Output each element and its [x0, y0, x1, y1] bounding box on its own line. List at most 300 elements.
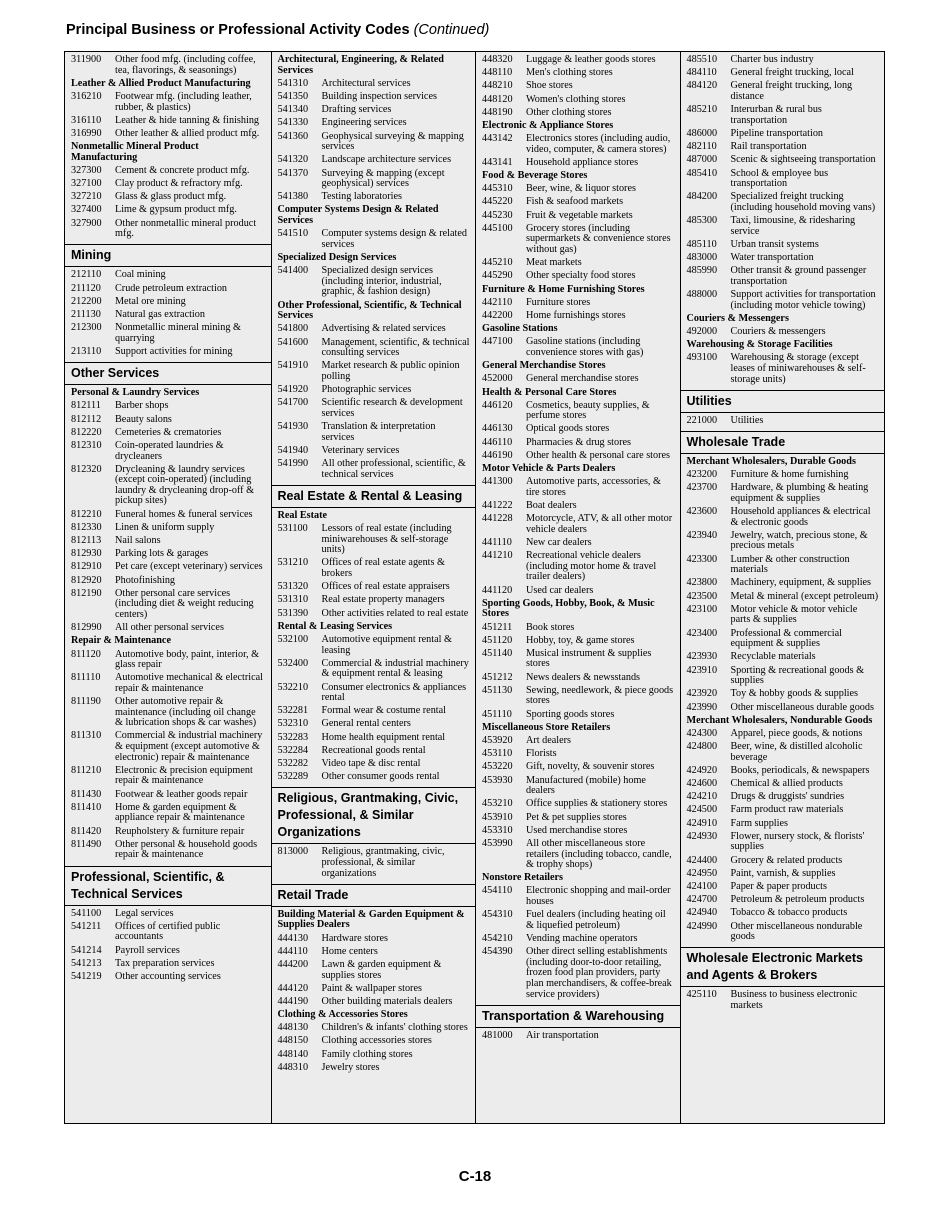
- code-entry: [476, 133, 680, 157]
- activity-description: Footwear mfg. (including leather, rubber, & plastics): [115, 90, 252, 113]
- code-entry: [681, 415, 885, 428]
- activity-description: Art dealers: [526, 735, 571, 746]
- activity-code: 454110: [482, 885, 513, 897]
- activity-code: 448190: [482, 106, 513, 118]
- subsection-heading: Clothing & Accessories Stores: [277, 1009, 408, 1021]
- subsection-heading: General Merchandise Stores: [482, 360, 606, 372]
- activity-description: Home centers: [321, 945, 378, 957]
- activity-description: Home furnishings stores: [526, 309, 626, 321]
- activity-code: 423400: [686, 627, 718, 639]
- section-heading: Professional, Scientific, & Technical Services: [65, 866, 271, 906]
- activity-description: Office supplies & stationery stores: [526, 798, 668, 810]
- code-entry: [476, 373, 680, 386]
- activity-code: 541360: [277, 130, 309, 142]
- activity-description: Clay product & refractory mfg.: [115, 178, 243, 190]
- code-entry: [476, 157, 680, 170]
- code-entry: [681, 506, 885, 530]
- activity-code: 541310: [277, 77, 309, 89]
- page-number: C-18: [458, 1168, 492, 1185]
- code-entry: [681, 665, 885, 689]
- activity-code: 541380: [277, 191, 309, 203]
- code-entry: [476, 80, 680, 93]
- activity-description: Urban transit systems: [730, 238, 819, 250]
- activity-description: Geophysical surveying & mapping services: [321, 130, 464, 153]
- subsection-heading: Motor Vehicle & Parts Dealers: [482, 463, 616, 475]
- code-entry: [272, 397, 476, 421]
- activity-description: General freight trucking, local: [730, 67, 854, 79]
- code-entry: [681, 67, 885, 80]
- subsection-heading: Nonmetallic Mineral Product Manufacturing: [71, 141, 199, 163]
- subsection-heading: Architectural, Engineering, & Related Services: [277, 54, 444, 76]
- activity-code: 212200: [71, 295, 102, 307]
- activity-description: Specialized freight trucking (including household moving vans): [730, 191, 876, 213]
- activity-description: Religious, grantmaking, civic, professional, & similar organizations: [321, 846, 445, 879]
- activity-description: Other personal & household goods repair & maintenance: [115, 838, 258, 861]
- activity-code: 316990: [71, 127, 102, 139]
- code-entry: [681, 191, 885, 215]
- activity-code: 424920: [686, 764, 718, 776]
- activity-code: 327300: [71, 164, 102, 176]
- activity-code: 448140: [277, 1048, 309, 1060]
- code-entry: [65, 464, 271, 509]
- activity-code: 454390: [482, 946, 513, 958]
- activity-code: 423500: [686, 590, 718, 602]
- activity-description: New car dealers: [526, 536, 592, 548]
- code-entry: [65, 730, 271, 764]
- code-entry: [272, 1049, 476, 1062]
- subsection-heading: Miscellaneous Store Retailers: [482, 721, 611, 733]
- activity-code: 813000: [277, 846, 309, 858]
- activity-code: 811430: [71, 788, 102, 800]
- activity-description: Commercial & industrial machinery & equipment rental & leasing: [321, 657, 469, 680]
- activity-code: 541800: [277, 323, 309, 335]
- activity-code: 453220: [482, 761, 513, 773]
- code-entry: [681, 168, 885, 192]
- activity-code: 531100: [277, 523, 308, 535]
- activity-description: Other miscellaneous durable goods: [730, 701, 874, 713]
- activity-description: Other direct selling establishments (including door-to-door retailing, frozen food plan providers, party plan merchandisers, & coffee-break service providers): [526, 946, 672, 1000]
- activity-description: Market research & public opinion polling: [321, 360, 460, 382]
- activity-description: Crude petroleum extraction: [115, 282, 228, 294]
- activity-description: Grocery stores (including supermarkets & convenience stores without gas): [526, 222, 671, 256]
- activity-code: 424940: [686, 907, 718, 919]
- activity-description: Fish & seafood markets: [526, 196, 624, 208]
- activity-code: 316110: [71, 114, 102, 126]
- activity-description: Taxi, limousine, & ridesharing service: [730, 215, 856, 237]
- subsection-heading: Rental & Leasing Services: [277, 620, 393, 632]
- activity-description: Used merchandise stores: [526, 824, 628, 836]
- code-entry: [272, 78, 476, 91]
- code-entry: [681, 831, 885, 855]
- activity-code: 541700: [277, 397, 309, 409]
- code-entry: [272, 1062, 476, 1075]
- activity-description: Automotive parts, accessories, & tire stores: [526, 476, 661, 498]
- activity-description: Apparel, piece goods, & notions: [730, 727, 863, 739]
- code-entry: [65, 622, 271, 635]
- subsection-heading: Sporting Goods, Hobby, Book, & Music Stores: [482, 597, 655, 620]
- activity-code: 423800: [686, 577, 718, 589]
- code-entry: [476, 196, 680, 209]
- activity-description: News dealers & newsstands: [526, 671, 641, 683]
- activity-description: Luggage & leather goods stores: [526, 54, 656, 65]
- activity-code: 211120: [71, 282, 101, 294]
- column-4: [680, 52, 885, 1123]
- activity-description: Interurban & rural bus transportation: [730, 104, 822, 126]
- code-entry: [476, 812, 680, 825]
- activity-description: Advertising & related services: [321, 323, 446, 335]
- activity-description: Real estate property managers: [321, 594, 445, 606]
- activity-description: Motor vehicle & motor vehicle parts & supplies: [730, 603, 858, 626]
- subsection-heading: Health & Personal Care Stores: [482, 386, 617, 398]
- activity-code: 485510: [686, 54, 718, 65]
- code-entry: [65, 191, 271, 204]
- section-heading: Real Estate & Rental & Leasing: [272, 485, 476, 508]
- subsection-heading: Electronic & Appliance Stores: [482, 119, 614, 131]
- activity-description: Sporting & recreational goods & supplies: [730, 664, 865, 687]
- code-entry: [476, 210, 680, 223]
- code-entry: [681, 265, 885, 289]
- activity-code: 811420: [71, 825, 102, 837]
- activity-code: 445100: [482, 222, 513, 234]
- activity-code: 451140: [482, 647, 513, 659]
- code-entry: [681, 818, 885, 831]
- activity-description: Computer systems design & related services: [321, 228, 467, 250]
- activity-description: Furniture stores: [526, 296, 591, 308]
- subsection-heading: Food & Beverage Stores: [482, 170, 588, 182]
- activity-code: 423920: [686, 688, 718, 700]
- activity-description: Pet care (except veterinary) services: [115, 561, 263, 573]
- activity-description: Machinery, equipment, & supplies: [730, 577, 872, 589]
- activity-description: Paint, varnish, & supplies: [730, 867, 836, 879]
- activity-code: 211130: [71, 309, 101, 320]
- subsection-heading: Couriers & Messengers: [686, 312, 789, 324]
- activity-description: Paint & wallpaper stores: [321, 982, 422, 994]
- activity-description: Water transportation: [730, 252, 814, 264]
- subsection-heading: Building Material & Garden Equipment & Supplies Dealers: [277, 908, 465, 931]
- activity-code: 811120: [71, 648, 101, 660]
- code-entry: [476, 775, 680, 799]
- activity-description: Business to business electronic markets: [730, 989, 857, 1011]
- activity-code: 443142: [482, 133, 513, 145]
- code-entry: [476, 450, 680, 463]
- code-entry: [272, 634, 476, 658]
- activity-description: Cemeteries & crematories: [115, 426, 222, 438]
- code-entry: [65, 649, 271, 673]
- activity-description: Jewelry stores: [321, 1061, 380, 1073]
- activity-description: Florists: [526, 748, 557, 760]
- code-entry: [272, 732, 476, 745]
- section-heading: Wholesale Electronic Markets and Agents & Brokers: [681, 947, 885, 987]
- activity-code: 812330: [71, 521, 102, 533]
- activity-code: 423300: [686, 553, 718, 565]
- activity-code: 483000: [686, 252, 718, 264]
- code-entry: [476, 648, 680, 672]
- code-entry: [65, 165, 271, 178]
- code-entry: [272, 846, 476, 880]
- activity-description: Fuel dealers (including heating oil & liquefied petroleum): [526, 909, 666, 931]
- code-entry: [272, 265, 476, 299]
- code-entry: [272, 421, 476, 445]
- code-entry: [681, 728, 885, 741]
- code-entry: [476, 909, 680, 933]
- code-entry: [65, 309, 271, 322]
- code-entry: [272, 594, 476, 607]
- activity-code: 452000: [482, 373, 513, 385]
- activity-code: 532289: [277, 771, 309, 783]
- activity-code: 541920: [277, 384, 309, 396]
- code-entry: [476, 107, 680, 120]
- activity-code: 454210: [482, 933, 513, 945]
- activity-code: 454310: [482, 909, 513, 921]
- code-entry: [65, 322, 271, 346]
- activity-code: 448150: [277, 1035, 309, 1047]
- code-entry: [476, 423, 680, 436]
- activity-description: Optical goods stores: [526, 423, 610, 435]
- activity-description: Other accounting services: [115, 970, 221, 982]
- code-entry: [272, 996, 476, 1009]
- code-entry: [476, 270, 680, 283]
- activity-description: Engineering services: [321, 117, 407, 129]
- activity-code: 448320: [482, 54, 513, 65]
- code-entry: [272, 1022, 476, 1035]
- activity-description: Electronic shopping and mail-order houses: [526, 885, 671, 908]
- activity-description: Chemical & allied products: [730, 778, 843, 790]
- activity-code: 451120: [482, 634, 513, 646]
- code-entry: [272, 117, 476, 130]
- code-entry: [681, 591, 885, 604]
- code-entry: [476, 761, 680, 774]
- code-entry: [476, 635, 680, 648]
- activity-code: 453310: [482, 824, 513, 836]
- activity-code: 488000: [686, 289, 718, 300]
- activity-code: 532400: [277, 657, 309, 669]
- code-entry: [65, 588, 271, 622]
- activity-code: 541370: [277, 167, 309, 179]
- activity-description: Hardware stores: [321, 932, 388, 944]
- activity-code: 812920: [71, 574, 102, 586]
- subsection-heading: Specialized Design Services: [277, 252, 397, 264]
- column-3: [475, 52, 680, 1123]
- code-entry: [272, 557, 476, 581]
- activity-code: 532282: [277, 758, 309, 770]
- code-entry: [65, 971, 271, 984]
- activity-code: 532310: [277, 718, 309, 730]
- activity-description: Parking lots & garages: [115, 548, 209, 560]
- activity-description: Management, scientific, & technical consulting services: [321, 336, 470, 359]
- activity-code: 811190: [71, 696, 101, 708]
- activity-description: Architectural services: [321, 77, 411, 89]
- activity-description: All other miscellaneous store retailers (including tobacco, candle, & trophy shops): [526, 837, 672, 871]
- code-entry: [476, 885, 680, 909]
- activity-code: 812210: [71, 508, 102, 520]
- subsection-heading: Personal & Laundry Services: [71, 387, 200, 399]
- activity-description: Musical instrument & supplies stores: [526, 647, 652, 670]
- activity-description: Pet & pet supplies stores: [526, 811, 627, 823]
- activity-code: 541213: [71, 957, 102, 969]
- code-entry: [65, 789, 271, 802]
- activity-code: 311900: [71, 54, 102, 65]
- activity-description: Book stores: [526, 621, 575, 633]
- activity-description: Farm product raw materials: [730, 804, 844, 816]
- activity-description: Support activities for transportation (including motor vehicle towing): [730, 289, 876, 311]
- code-entry: [272, 131, 476, 155]
- activity-code: 424600: [686, 778, 718, 790]
- code-entry: [272, 458, 476, 482]
- activity-description: Lime & gypsum product mfg.: [115, 204, 237, 216]
- code-entry: [65, 128, 271, 141]
- code-entry: [476, 476, 680, 500]
- activity-code: 447100: [482, 336, 513, 348]
- code-entry: [272, 323, 476, 336]
- activity-description: Coal mining: [115, 269, 166, 281]
- code-entry: [65, 115, 271, 128]
- activity-code: 541910: [277, 360, 309, 372]
- code-entry: [681, 469, 885, 482]
- activity-code: 812113: [71, 535, 102, 547]
- code-entry: [681, 881, 885, 894]
- code-entry: [476, 223, 680, 257]
- activity-description: Lawn & garden equipment & supplies stores: [321, 958, 442, 981]
- code-entry: [681, 154, 885, 167]
- activity-description: Used car dealers: [526, 584, 594, 596]
- code-entry: [65, 269, 271, 282]
- activity-description: Farm supplies: [730, 817, 788, 829]
- activity-code: 541214: [71, 944, 102, 956]
- activity-description: Other specialty food stores: [526, 270, 636, 282]
- activity-description: Offices of real estate agents & brokers: [321, 557, 445, 579]
- code-entry: [272, 1035, 476, 1048]
- code-entry: [65, 218, 271, 242]
- code-entry: [476, 735, 680, 748]
- activity-code: 441120: [482, 584, 513, 596]
- activity-code: 423100: [686, 603, 718, 615]
- activity-description: Hardware, & plumbing & heating equipment & supplies: [730, 482, 869, 504]
- code-entry: [681, 702, 885, 715]
- code-entry: [272, 745, 476, 758]
- activity-description: Beer, wine, & distilled alcoholic beverage: [730, 741, 863, 763]
- code-entry: [272, 946, 476, 959]
- activity-code: 811210: [71, 764, 102, 776]
- activity-description: Testing laboratories: [321, 191, 402, 203]
- activity-code: 423700: [686, 482, 718, 494]
- activity-description: Petroleum & petroleum products: [730, 894, 865, 906]
- code-entry: [65, 283, 271, 296]
- subsection-heading: Repair & Maintenance: [71, 635, 171, 647]
- activity-code: 424400: [686, 854, 718, 866]
- activity-description: Lumber & other construction materials: [730, 553, 850, 576]
- activity-description: Automotive equipment rental & leasing: [321, 633, 452, 656]
- subsection-heading: Real Estate: [277, 509, 328, 521]
- activity-code: 441210: [482, 550, 513, 562]
- activity-code: 327100: [71, 178, 102, 190]
- activity-description: Tobacco & tobacco products: [730, 907, 848, 919]
- code-entry: [681, 239, 885, 252]
- code-entry: [476, 933, 680, 946]
- activity-description: Other transit & ground passenger transportation: [730, 265, 867, 287]
- code-entry: [272, 705, 476, 718]
- activity-description: Linen & uniform supply: [115, 521, 215, 533]
- activity-code: 812112: [71, 413, 102, 425]
- code-entry: [681, 868, 885, 881]
- activity-code: 812111: [71, 400, 101, 412]
- activity-code: 445230: [482, 209, 513, 221]
- activity-code: 424100: [686, 880, 718, 892]
- activity-description: Charter bus industry: [730, 54, 814, 65]
- activity-code: 532100: [277, 633, 309, 645]
- activity-description: General rental centers: [321, 718, 411, 730]
- code-entry: [65, 908, 271, 921]
- activity-description: Scientific research & development services: [321, 397, 463, 419]
- activity-description: Utilities: [730, 414, 764, 426]
- code-entry: [65, 535, 271, 548]
- activity-description: Translation & interpretation services: [321, 421, 436, 443]
- activity-code: 445220: [482, 196, 513, 208]
- code-entry: [272, 445, 476, 458]
- code-entry: [272, 933, 476, 946]
- activity-code: 541350: [277, 90, 309, 102]
- activity-description: Beauty salons: [115, 413, 172, 425]
- activity-code: 423600: [686, 506, 718, 518]
- code-entry: [476, 400, 680, 424]
- activity-description: Formal wear & costume rental: [321, 705, 446, 717]
- code-entry: [272, 718, 476, 731]
- activity-code: 445210: [482, 257, 513, 269]
- activity-code: 448120: [482, 93, 513, 105]
- activity-code: 453930: [482, 774, 513, 786]
- activity-code: 444110: [277, 945, 308, 957]
- activity-code: 811490: [71, 838, 102, 850]
- activity-description: Leather & hide tanning & finishing: [115, 114, 260, 126]
- activity-code: 446110: [482, 436, 513, 448]
- activity-code: 441222: [482, 500, 513, 511]
- activity-code: 493100: [686, 352, 718, 364]
- activity-code: 486000: [686, 127, 718, 139]
- activity-description: General merchandise stores: [526, 373, 639, 385]
- activity-description: Motorcycle, ATV, & all other motor vehicle dealers: [526, 513, 673, 535]
- activity-description: Professional & commercial equipment & supplies: [730, 627, 842, 650]
- activity-description: Gift, novelty, & souvenir stores: [526, 761, 655, 773]
- activity-code: 451110: [482, 708, 512, 720]
- activity-description: All other personal services: [115, 622, 224, 634]
- activity-code: 811110: [71, 672, 101, 684]
- code-entry: [476, 709, 680, 722]
- code-entry: [65, 575, 271, 588]
- activity-code: 424300: [686, 727, 718, 739]
- code-entry: [476, 672, 680, 685]
- activity-description: Recreational vehicle dealers (including motor home & travel trailer dealers): [526, 550, 657, 583]
- section-heading: Wholesale Trade: [681, 431, 885, 454]
- activity-code: 442200: [482, 309, 513, 321]
- activity-description: Other activities related to real estate: [321, 607, 469, 619]
- code-entry: [476, 94, 680, 107]
- activity-code: 541219: [71, 970, 102, 982]
- activity-description: Vending machine operators: [526, 933, 638, 945]
- activity-description: Children's & infants' clothing stores: [321, 1022, 468, 1034]
- activity-code: 425110: [686, 989, 717, 1001]
- activity-description: All other professional, scientific, & technical services: [321, 458, 466, 480]
- section-heading: Transportation & Warehousing: [476, 1005, 680, 1028]
- activity-description: Pipeline transportation: [730, 127, 824, 139]
- activity-code: 424990: [686, 920, 718, 932]
- code-entry: [65, 548, 271, 561]
- activity-description: Lessors of real estate (including miniwarehouses & self-storage units): [321, 523, 452, 556]
- activity-description: Hobby, toy, & game stores: [526, 634, 635, 646]
- code-entry: [272, 228, 476, 252]
- code-entry: [272, 658, 476, 682]
- subsection-heading: Merchant Wholesalers, Durable Goods: [686, 455, 856, 467]
- activity-description: Footwear & leather goods repair: [115, 788, 248, 800]
- activity-code: 441228: [482, 513, 513, 525]
